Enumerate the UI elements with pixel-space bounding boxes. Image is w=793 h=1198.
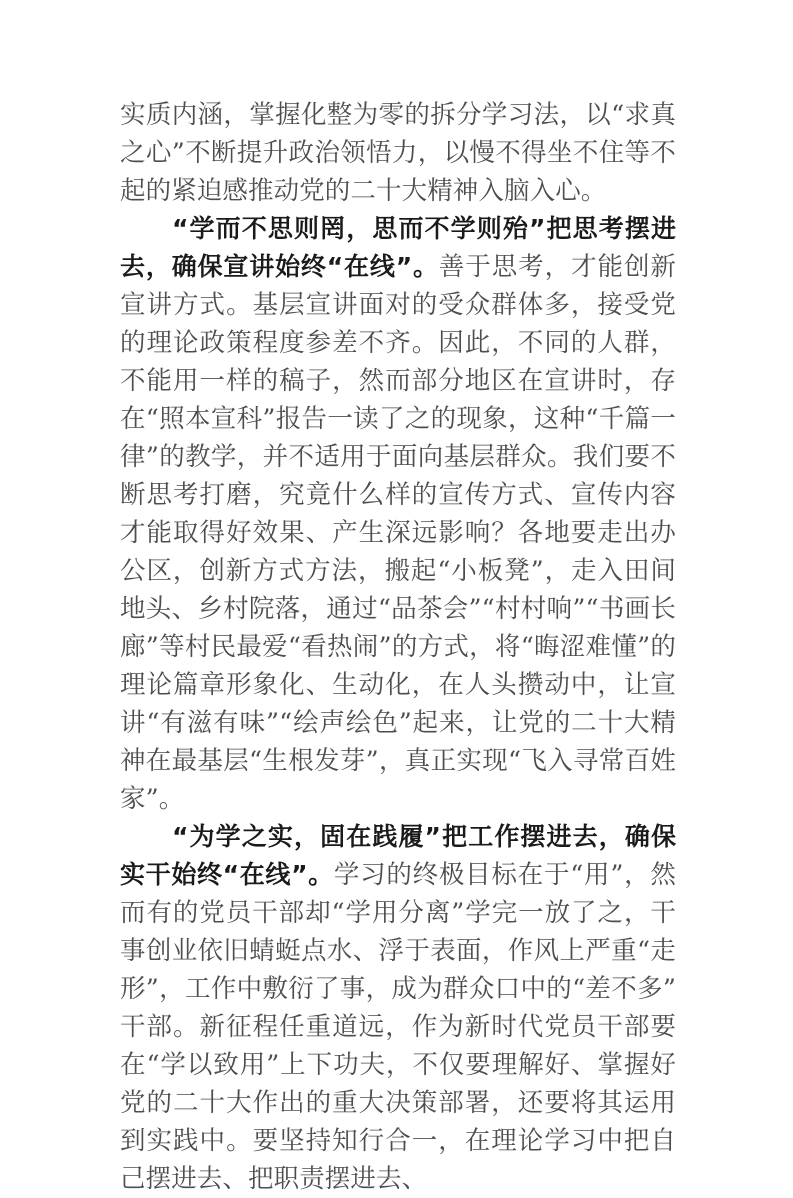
paragraph-1 <box>120 96 676 210</box>
paragraph-2-heading: “学而不思则罔，思而不学则殆”把思考摆进去，确保宣讲始终“在线”。 <box>120 214 676 281</box>
paragraph-2 <box>120 210 676 818</box>
document-body <box>120 96 676 1198</box>
paragraph-3 <box>120 818 676 1198</box>
paragraph-1-text: 实质内涵，掌握化整为零的拆分学习法，以“求真之心”不断提升政治领悟力，以慢不得坐不住等不起的紧迫感推动党的二十大精神入脑入心。 <box>120 100 676 206</box>
paragraph-3-heading: “为学之实，固在践履”把工作摆进去，确保实干始终“在线”。 <box>120 822 676 889</box>
paragraph-3-text: 学习的终极目标在于“用”，然而有的党员干部却“学用分离”学完一放了之，干事创业依旧蜻蜓点水、浮于表面，作风上严重“走形”，工作中敷衍了事，成为群众口中的“差不多”干部。新征程任重道远，作为新时代党员干部要在“学以致用”上下功夫，不仅要理解好、掌握好党的二十大作出的重大决策部署，还要将其运用到实践中。要坚持知行合一，在理论学习中把自己摆进去、把职责摆进去、 <box>120 860 676 1194</box>
paragraph-2-text: 善于思考，才能创新宣讲方式。基层宣讲面对的受众群体多，接受党的理论政策程度参差不齐。因此，不同的人群，不能用一样的稿子，然而部分地区在宣讲时，存在“照本宣科”报告一读了之的现象，这种“千篇一律”的教学，并不适用于面向基层群众。我们要不断思考打磨，究竟什么样的宣传方式、宣传内容才能取得好效果、产生深远影响？各地要走出办公区，创新方式方法，搬起“小板凳”，走入田间地头、乡村院落，通过“品茶会”“村村响”“书画长廊”等村民最爱“看热闹”的方式，将“晦涩难懂”的理论篇章形象化、生动化，在人头攒动中，让宣讲“有滋有味”“绘声绘色”起来，让党的二十大精神在最基层“生根发芽”，真正实现“飞入寻常百姓家”。 <box>120 252 676 814</box>
